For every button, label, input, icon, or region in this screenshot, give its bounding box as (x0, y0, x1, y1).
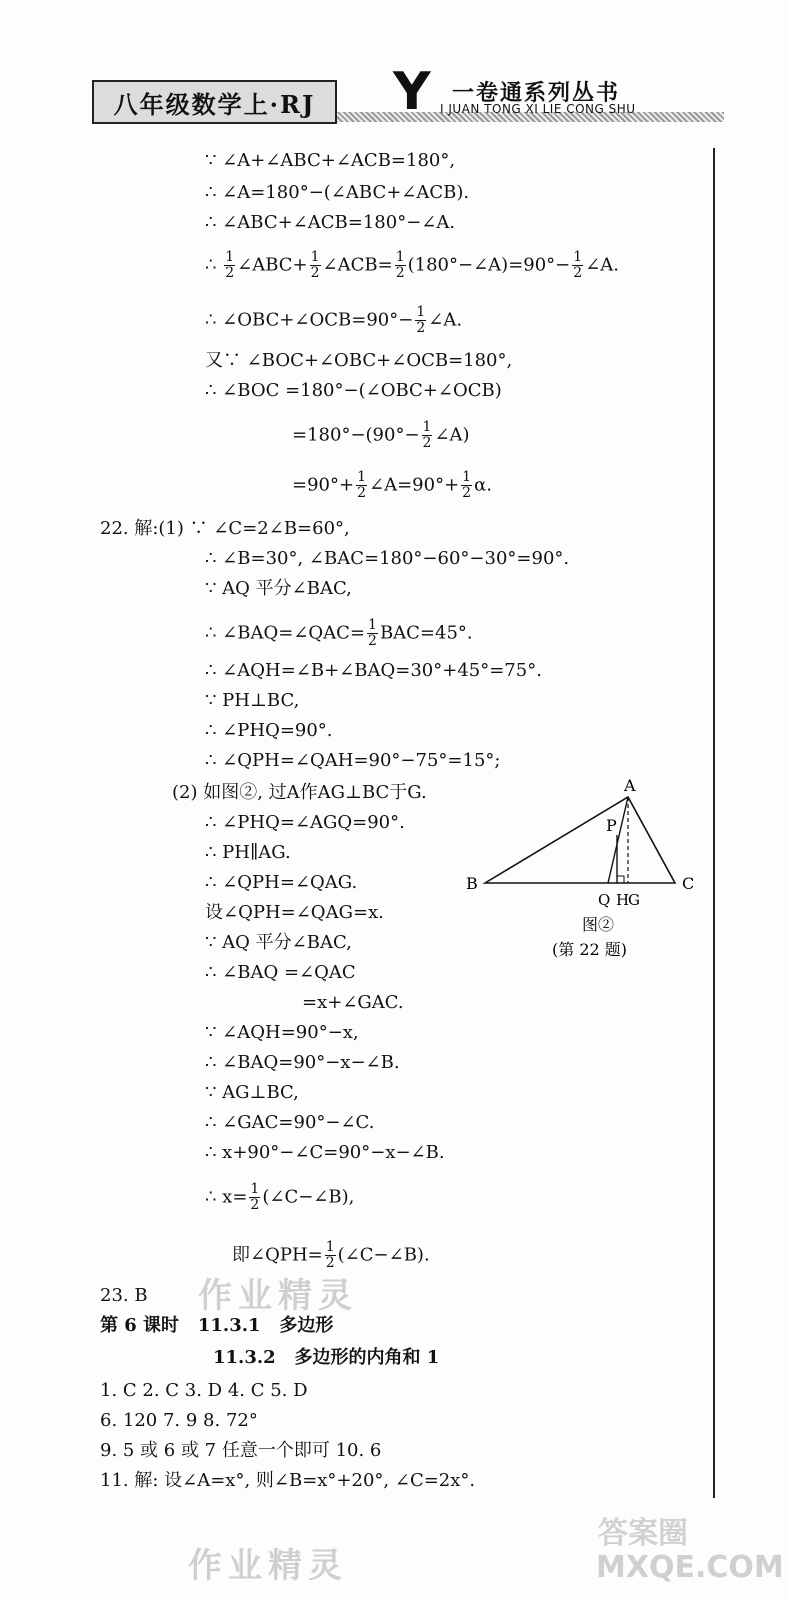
text-line: ∴ x+90°−∠C=90°−x−∠B. (205, 1142, 445, 1163)
series-name: 一卷通系列丛书 (452, 80, 621, 106)
triangle-abc (485, 797, 675, 883)
text-line: ∴ ∠PHQ=∠AGQ=90°. (205, 812, 405, 833)
fraction-line: ∴ ∠OBC+∠OCB=90°− $\frac{1}{2}$ ∠A. (205, 304, 463, 336)
fraction: $\frac{1}{2}$ (368, 617, 377, 649)
text-line: ∵ ∠AQH=90°−x, (205, 1022, 359, 1043)
text-line: ∵ PH⊥BC, (205, 690, 300, 711)
label-b: B (466, 874, 478, 893)
text-line: ∴ ∠BAQ=90°−x−∠B. (205, 1052, 400, 1073)
watermark: 作业精灵 (198, 1276, 358, 1316)
fraction: $\frac{1}{2}$ (225, 249, 235, 281)
answer-line: 9. 5 或 6 或 7 任意一个即可 10. 6 (100, 1440, 382, 1461)
label-q: Q (598, 891, 611, 909)
fraction: $\frac{1}{2}$ (310, 249, 320, 281)
label-h: H (616, 891, 630, 909)
text-line: ∴ ∠BAQ =∠QAC (205, 962, 356, 983)
fraction: $\frac{1}{2}$ (416, 304, 426, 336)
figure-subcaption: (第 22 题) (552, 940, 628, 959)
text-line: ∴ ∠BOC =180°−(∠OBC+∠OCB) (205, 380, 502, 401)
text-line: ∴ ∠GAC=90°−∠C. (205, 1112, 375, 1133)
watermark: 答案圈 (598, 1516, 688, 1551)
fraction-line: =90°+ $\frac{1}{2}$ ∠A=90°+ $\frac{1}{2}$ α. (292, 469, 492, 501)
text-line: ∴ ∠AQH=∠B+∠BAQ=30°+45°=75°. (205, 660, 542, 681)
answer-line: 6. 120 7. 9 8. 72° (100, 1410, 258, 1431)
fraction-line: ∴ ∠BAQ=∠QAC= $\frac{1}{2}$ BAC=45°. (205, 617, 473, 649)
answer-line: 1. C 2. C 3. D 4. C 5. D (100, 1380, 308, 1401)
text-line: ∴ ∠QPH=∠QAH=90°−75°=15°; (205, 750, 501, 771)
question-22: 22. 解:(1) ∵ ∠C=2∠B=60°, (100, 518, 350, 539)
watermark: 作业精灵 (188, 1546, 348, 1586)
text-line: 又∵ ∠BOC+∠OBC+∠OCB=180°, (205, 350, 513, 371)
text-line: ∵ AQ 平分∠BAC, (205, 578, 352, 599)
text-line: (2) 如图②, 过A作AG⊥BC于G. (172, 782, 427, 803)
label-c: C (682, 874, 695, 893)
watermark: MXQE.COM (596, 1550, 784, 1585)
label-g: G (628, 891, 640, 909)
text-line: ∴ ∠QPH=∠QAG. (205, 872, 358, 893)
fraction-line: =180°−(90°− $\frac{1}{2}$ ∠A) (292, 419, 470, 451)
figure-caption: 图② (582, 915, 615, 934)
text-line: ∴ ∠A=180°−(∠ABC+∠ACB). (205, 182, 470, 203)
text-line: ∴ PH∥AG. (205, 842, 291, 863)
series-logo: Y (393, 62, 431, 122)
fraction: $\frac{1}{2}$ (325, 1239, 335, 1271)
text-line: ∵ ∠A+∠ABC+∠ACB=180°, (205, 150, 456, 171)
right-angle-mark (617, 876, 624, 883)
text-line: ∴ ∠B=30°, ∠BAC=180°−60°−30°=90°. (205, 548, 570, 569)
fraction: $\frac{1}{2}$ (573, 249, 583, 281)
text-line: ∵ AQ 平分∠BAC, (205, 932, 352, 953)
series-pinyin: I JUAN TONG XI LIE CONG SHU (440, 102, 636, 116)
text-line: =x+∠GAC. (302, 992, 404, 1013)
section-heading: 11.3.2 多边形的内角和 1 (213, 1347, 440, 1368)
fraction-line: ∴ x= $\frac{1}{2}$ (∠C−∠B), (205, 1181, 355, 1213)
book-title: 八年级数学上·RJ (92, 80, 337, 124)
question-23: 23. B (100, 1285, 148, 1306)
fraction: $\frac{1}{2}$ (250, 1181, 260, 1213)
label-p: P (606, 816, 617, 835)
text-line: ∵ AG⊥BC, (205, 1082, 299, 1103)
section-heading: 第 6 课时 11.3.1 多边形 (100, 1315, 334, 1336)
fraction: $\frac{1}{2}$ (395, 249, 405, 281)
fraction: $\frac{1}{2}$ (357, 469, 366, 501)
text-line: ∴ ∠ABC+∠ACB=180°−∠A. (205, 212, 456, 233)
fraction-line: ∴ $\frac{1}{2}$ ∠ABC+ $\frac{1}{2}$ ∠ACB= $\frac{1}{2}$ (180°−∠A)=90°− $\frac{1}{2}$ ∠A. (205, 249, 619, 281)
segment-aq (608, 797, 628, 883)
answer-line: 11. 解: 设∠A=x°, 则∠B=x°+20°, ∠C=2x°. (100, 1470, 476, 1491)
fraction: $\frac{1}{2}$ (422, 419, 432, 451)
triangle-figure (460, 775, 700, 965)
fraction-line: 即∠QPH= $\frac{1}{2}$ (∠C−∠B). (232, 1239, 430, 1271)
label-a: A (624, 776, 636, 795)
margin-rule (713, 148, 715, 1498)
text-line: 设∠QPH=∠QAG=x. (205, 902, 384, 923)
text-line: ∴ ∠PHQ=90°. (205, 720, 333, 741)
fraction: $\frac{1}{2}$ (462, 469, 472, 501)
